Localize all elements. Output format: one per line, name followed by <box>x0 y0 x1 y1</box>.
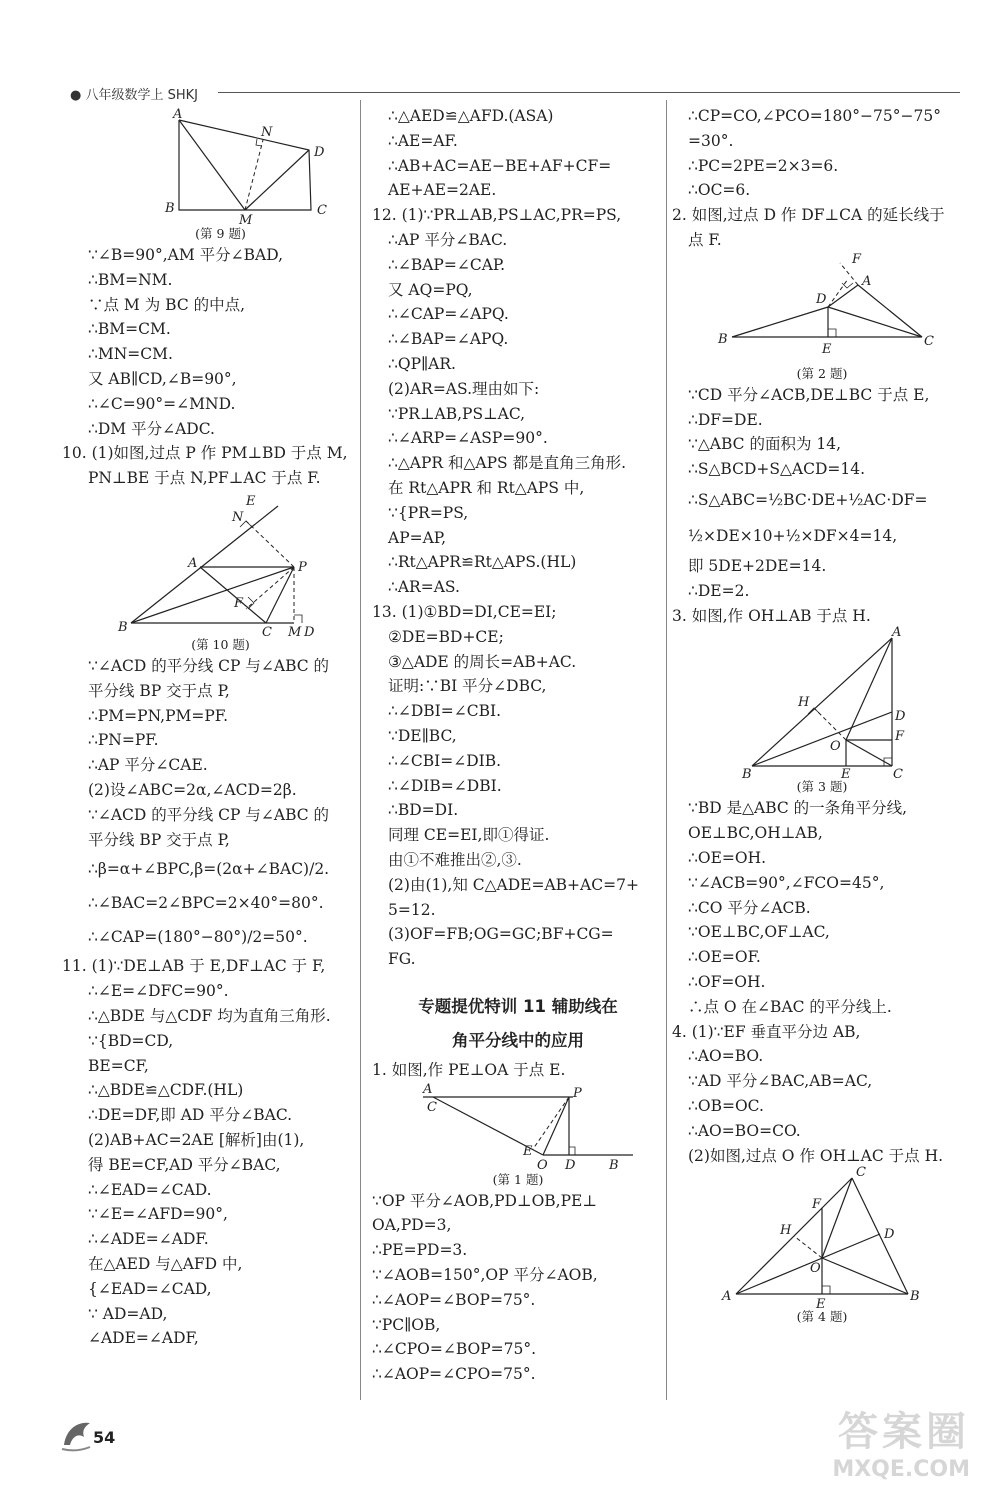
figure-3-caption: (第 3 题) <box>796 779 848 795</box>
text-line: 在△AED 与△AFD 中, <box>88 1254 243 1273</box>
text-line: ∴OE=OH. <box>688 848 767 867</box>
text-line: 平分线 BP 交于点 P, <box>88 681 230 700</box>
figure-label: A <box>187 555 197 571</box>
figure-label: F <box>233 595 243 611</box>
figure-label: A <box>862 273 872 289</box>
text-line: ∵ AD=AD, <box>88 1304 168 1323</box>
question-10-heading: 10. (1)如图,过点 P 作 PM⊥BD 于点 M, <box>62 444 348 463</box>
text-line: ∴点 O 在∠BAC 的平分线上. <box>688 997 892 1016</box>
figure-3-diagram <box>742 625 906 783</box>
figure-label: E <box>245 493 255 509</box>
text-line: ∴OF=OH. <box>688 972 766 991</box>
figure-label: P <box>297 559 307 575</box>
figure-label: F <box>895 729 905 745</box>
text-line: BE=CF, <box>88 1056 149 1075</box>
text-line: ∴∠E=∠DFC=90°. <box>88 982 229 1001</box>
text-line: 由①不难推出②,③. <box>388 850 522 869</box>
figure-label: P <box>573 1085 582 1101</box>
question-12-heading: 12. (1)∵PR⊥AB,PS⊥AC,PR=PS, <box>372 206 622 225</box>
text-line: =30°. <box>688 131 734 150</box>
text-line: ∴BM=NM. <box>88 270 173 289</box>
figure-label: B <box>609 1157 619 1173</box>
text-line: ∴△BDE≌△CDF.(HL) <box>88 1081 244 1100</box>
text-line: 同理 CE=EI,即①得证. <box>388 826 550 845</box>
figure-label: A <box>172 107 182 122</box>
text-line: 点 F. <box>688 230 722 249</box>
figure-label: B <box>910 1289 920 1305</box>
column-divider <box>360 100 361 1400</box>
text-line: ∴BD=DI. <box>388 801 459 820</box>
watermark-url: MXQE.COM <box>832 1457 970 1482</box>
figure-label: C <box>856 1165 866 1181</box>
figure-label: C <box>427 1099 437 1115</box>
text-line: ∴OB=OC. <box>688 1096 764 1115</box>
figure-10-caption: (第 10 题) <box>191 636 250 652</box>
text-line: ③△ADE 的周长=AB+AC. <box>388 652 577 671</box>
figure-label: C <box>316 203 327 218</box>
figure-label: E <box>816 1297 826 1313</box>
text-line: ∴AP 平分∠CAE. <box>88 756 208 775</box>
watermark <box>832 1400 970 1482</box>
text-line: ∴∠CAP=(180°−80°)/2=50°. <box>88 928 308 947</box>
text-line: ∵PR⊥AB,PS⊥AC, <box>388 404 526 423</box>
text-line: (2)设∠ABC=2α,∠ACD=2β. <box>88 780 297 799</box>
text-line: {∠EAD=∠CAD, <box>88 1279 212 1298</box>
text-line: ∴QP∥AR. <box>388 354 456 373</box>
figure-label: E <box>841 767 851 783</box>
figure-label: B <box>742 767 752 783</box>
text-line: ∴CO 平分∠ACB. <box>688 898 811 917</box>
text-line: (2)AR=AS.理由如下: <box>388 379 540 398</box>
text-line: (3)OF=FB;OG=GC;BF+CG= <box>388 925 614 944</box>
text-line: ∵DE∥BC, <box>388 726 457 745</box>
text-line: ∴PN=PF. <box>88 731 159 750</box>
text-line: 又 AB∥CD,∠B=90°, <box>88 369 237 388</box>
watermark-text: 答案圈 <box>838 1409 970 1455</box>
text-line: 5=12. <box>388 900 436 919</box>
text-line: FG. <box>388 950 416 969</box>
text-line: ②DE=BD+CE; <box>388 627 504 646</box>
question-1-heading: 1. 如图,作 PE⊥OA 于点 E. <box>372 1060 566 1079</box>
text-line: ∵CD 平分∠ACB,DE⊥BC 于点 E, <box>688 385 930 404</box>
text-line: AE+AE=2AE. <box>388 181 497 200</box>
text-line: ∴PC=2PE=2×3=6. <box>688 156 839 175</box>
figure-label: N <box>260 125 272 140</box>
text-line: ∵点 M 为 BC 的中点, <box>88 295 246 314</box>
text-line: ∴AE=AF. <box>388 131 458 150</box>
text-line: ∴∠BAP=∠CAP. <box>388 255 506 274</box>
solution-1-cont <box>672 104 972 203</box>
figure-label: C <box>893 767 903 783</box>
text-line: ½×DE×10+½×DF×4=14, <box>688 526 898 545</box>
figure-label: B <box>164 201 175 216</box>
solution-13 <box>372 625 664 972</box>
question-3-heading: 3. 如图,作 OH⊥AB 于点 H. <box>672 606 871 625</box>
text-line: ∴∠CAP=∠APQ. <box>388 305 509 324</box>
figure-9-diagram <box>121 100 327 228</box>
text-line: ∵∠B=90°,AM 平分∠BAD, <box>88 246 283 264</box>
figure-label: D <box>303 624 314 640</box>
text-line: AP=AP, <box>388 528 447 547</box>
text-line: ∵∠ACD 的平分线 CP 与∠ABC 的 <box>88 656 330 675</box>
text-line: ∴AB+AC=AE−BE+AF+CF= <box>388 156 612 175</box>
text-line: ∴∠CPO=∠BOP=75°. <box>372 1340 537 1359</box>
text-line: ∵∠AOB=150°,OP 平分∠AOB, <box>372 1266 598 1285</box>
text-line: ∴∠DBI=∠CBI. <box>388 702 502 721</box>
text-line: ∴△AED≌△AFD.(ASA) <box>388 107 554 125</box>
header-rule <box>218 92 960 93</box>
text-line: ∵{BD=CD, <box>88 1031 174 1050</box>
text-line: ∴AR=AS. <box>388 578 460 597</box>
text-line: 即 5DE+2DE=14. <box>688 556 827 575</box>
solution-9 <box>88 243 353 441</box>
figure-label: M <box>238 213 252 228</box>
solution-12 <box>372 228 664 600</box>
page-number: 54 <box>93 1428 116 1447</box>
question-13-heading: 13. (1)①BD=DI,CE=EI; <box>372 602 557 621</box>
text-line: ∴S△BCD+S△ACD=14. <box>688 460 866 479</box>
figure-label: D <box>565 1157 576 1173</box>
figure-10-diagram <box>116 491 326 640</box>
column-3 <box>672 104 972 1326</box>
text-line: (2)如图,过点 O 作 OH⊥AC 于点 H. <box>688 1146 944 1165</box>
figure-label: M <box>287 624 301 640</box>
text-line: (2)由(1),知 C△ADE=AB+AC=7+ <box>388 875 639 894</box>
text-line: ∴∠BAC=2∠BPC=2×40°=80°. <box>88 894 324 913</box>
section-title: 专题提优特训 11 辅助线在 <box>418 996 618 1016</box>
figure-4-diagram <box>722 1165 922 1313</box>
figure-label: A <box>722 1289 732 1305</box>
figure-1-caption: (第 1 题) <box>492 1171 544 1187</box>
text-line: ∵BD 是△ABC 的一条角平分线, <box>688 799 908 818</box>
figure-label: A <box>892 625 902 641</box>
text-line: ∴∠CBI=∠DIB. <box>388 751 502 770</box>
text-line: ∵∠ACB=90°,∠FCO=45°, <box>688 873 885 892</box>
text-line: ∵PC∥OB, <box>372 1315 441 1334</box>
figure-label: C <box>261 624 272 640</box>
text-line: 证明:∵BI 平分∠DBC, <box>388 677 547 696</box>
figure-label: D <box>816 291 827 307</box>
text-line: 又 AQ=PQ, <box>388 280 473 299</box>
page-header: ● 八年级数学上 SHKJ <box>70 88 198 103</box>
text-line: ∵OP 平分∠AOB,PD⊥OB,PE⊥ <box>372 1191 597 1210</box>
text-line: ∠ADE=∠ADF, <box>88 1329 199 1348</box>
column-1 <box>62 100 353 1351</box>
figure-label: B <box>117 619 128 635</box>
figure-2-diagram <box>712 253 932 365</box>
figure-label: D <box>895 709 906 725</box>
text-line: ∵△ABC 的面积为 14, <box>688 435 842 454</box>
text-line: ∵{PR=PS, <box>388 503 469 522</box>
figure-label: D <box>884 1227 895 1243</box>
figure-label: H <box>780 1223 792 1239</box>
text-line: ∴∠DIB=∠DBI. <box>388 776 502 795</box>
text-line: ∴△APR 和△APS 都是直角三角形. <box>388 454 627 473</box>
question-2-heading: 2. 如图,过点 D 作 DF⊥CA 的延长线于 <box>672 206 945 225</box>
solution-11-cont <box>372 104 664 203</box>
text-line: ∴AP 平分∠BAC. <box>388 230 508 249</box>
solution-10 <box>88 654 353 954</box>
section-subtitle: 角平分线中的应用 <box>452 1030 584 1050</box>
text-line: OE⊥BC,OH⊥AB, <box>688 824 823 843</box>
text-line: ∴AO=BO=CO. <box>688 1121 801 1140</box>
text-line: ∴BM=CM. <box>88 320 171 339</box>
text-line: ∴PE=PD=3. <box>372 1241 468 1260</box>
text-line: ∴Rt△APR≌Rt△APS.(HL) <box>388 553 577 572</box>
text-line: ∴DM 平分∠ADC. <box>88 419 215 438</box>
text-line: ∵OE⊥BC,OF⊥AC, <box>688 923 830 942</box>
solution-1 <box>372 1189 664 1387</box>
question-4-heading: 4. (1)∵EF 垂直平分边 AB, <box>672 1022 861 1041</box>
dolphin-logo-icon <box>60 1415 94 1455</box>
column-2 <box>372 104 664 1387</box>
text-line: ∴OE=OF. <box>688 948 761 967</box>
text-line: ∴∠AOP=∠CPO=75°. <box>372 1365 536 1384</box>
question-11-heading: 11. (1)∵DE⊥AB 于 E,DF⊥AC 于 F, <box>62 957 326 976</box>
figure-4-caption: (第 4 题) <box>796 1309 848 1325</box>
solution-2 <box>672 383 972 604</box>
figure-label: F <box>852 251 862 267</box>
text-line: ∴∠C=90°=∠MND. <box>88 394 236 413</box>
text-line: ∴MN=CM. <box>88 345 173 364</box>
figure-9-caption: (第 9 题) <box>195 226 246 241</box>
figure-label: F <box>812 1197 822 1213</box>
solution-3 <box>672 796 972 1019</box>
figure-label: E <box>822 341 832 357</box>
figure-label: O <box>830 739 841 755</box>
text-line: ∴OC=6. <box>688 181 751 200</box>
text-line: ∴△BDE 与△CDF 均为直角三角形. <box>88 1006 331 1025</box>
text-line: ∵∠ACD 的平分线 CP 与∠ABC 的 <box>88 805 330 824</box>
text-line: ∴∠AOP=∠BOP=75°. <box>372 1290 536 1309</box>
figure-label: A <box>423 1081 433 1097</box>
text-line: ∴DE=DF,即 AD 平分∠BAC. <box>88 1106 293 1125</box>
figure-2-caption: (第 2 题) <box>796 365 848 381</box>
solution-4 <box>672 1044 972 1168</box>
figure-label: C <box>924 333 934 349</box>
figure-1-diagram <box>403 1083 633 1171</box>
text-line: ∵∠E=∠AFD=90°, <box>88 1205 228 1224</box>
text-line: ∴PM=PN,PM=PF. <box>88 706 229 725</box>
text-line: ∴DE=2. <box>688 581 750 600</box>
solution-11 <box>88 979 353 1351</box>
figure-label: D <box>313 145 324 160</box>
text-line: 在 Rt△APR 和 Rt△APS 中, <box>388 478 585 497</box>
text-line: ∴DF=DE. <box>688 410 763 429</box>
text-line: ∵AD 平分∠BAC,AB=AC, <box>688 1072 873 1091</box>
text-line: (2)AB+AC=2AE [解析]由(1), <box>88 1130 305 1149</box>
text-line: ∴∠ARP=∠ASP=90°. <box>388 429 548 448</box>
column-divider <box>666 100 667 1400</box>
text-line: OA,PD=3, <box>372 1216 452 1235</box>
figure-label: H <box>798 695 810 711</box>
figure-label: B <box>718 331 728 347</box>
text-line: 平分线 BP 交于点 P, <box>88 830 230 849</box>
text-line: ∴S△ABC=½BC·DE+½AC·DF= <box>688 490 928 509</box>
text-line: ∴∠EAD=∠CAD. <box>88 1180 212 1199</box>
figure-label: N <box>231 509 243 525</box>
text-line: PN⊥BE 于点 N,PF⊥AC 于点 F. <box>88 469 321 488</box>
figure-label: O <box>537 1157 548 1173</box>
figure-label: E <box>523 1143 533 1159</box>
text-line: ∴AO=BO. <box>688 1047 764 1066</box>
text-line: ∴β=α+∠BPC,β=(2α+∠BAC)/2. <box>88 860 330 879</box>
text-line: ∴∠ADE=∠ADF. <box>88 1230 209 1249</box>
text-line: 得 BE=CF,AD 平分∠BAC, <box>88 1155 281 1174</box>
text-line: ∴CP=CO,∠PCO=180°−75°−75° <box>688 107 941 125</box>
text-line: ∴∠BAP=∠APQ. <box>388 330 509 349</box>
figure-label: O <box>810 1261 821 1277</box>
